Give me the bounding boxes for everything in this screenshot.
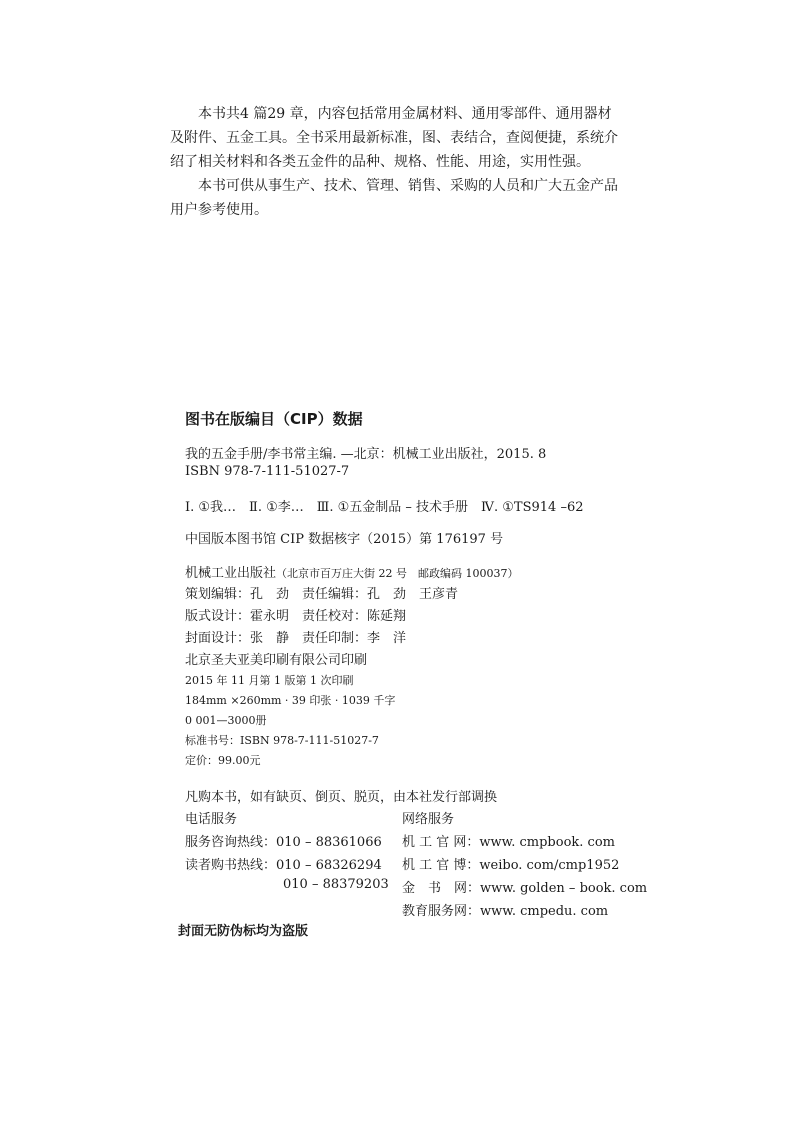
format-line: 184mm ×260mm · 39 印张 · 1039 千字: [185, 694, 396, 707]
website-weibo: 机 工 官 博：weibo. com/cmp1952: [402, 858, 620, 873]
cover-line: 封面设计：张 静 责任印制：李 洋: [185, 631, 407, 646]
print-run-line: 0 001—3000册: [185, 714, 267, 727]
price-line: 定价：99.00元: [185, 754, 261, 767]
publisher-name: 机械工业出版社: [185, 566, 277, 581]
publisher-name-line: [185, 562, 519, 581]
standard-number-line: 标准书号：ISBN 978-7-111-51027-7: [185, 734, 379, 747]
cip-title: 图书在版编目（CIP）数据: [185, 410, 363, 428]
summary-line: 本书可供从事生产、技术、管理、销售、采购的人员和广大五金产品: [198, 178, 618, 194]
phone-service-heading: 电话服务: [185, 812, 238, 827]
website-cmpedu: 教育服务网：www. cmpedu. com: [402, 904, 609, 919]
anti-piracy-notice: 封面无防伪标均为盗版: [178, 924, 309, 939]
summary-line: 及附件、五金工具。全书采用最新标准，图、表结合，查阅便捷，系统介: [170, 130, 618, 146]
layout-line: 版式设计：霍永明 责任校对：陈延翔: [185, 609, 407, 624]
cip-isbn: ISBN 978-7-111-51027-7: [185, 464, 350, 479]
editors-line: 策划编辑：孔 劲 责任编辑：孔 劲 王彦青: [185, 587, 459, 602]
summary-line: 绍了相关材料和各类五金件的品种、规格、性能、用途，实用性强。: [170, 154, 590, 170]
consult-hotline: 服务咨询热线：010 – 88361066: [185, 835, 382, 850]
network-service-heading: 网络服务: [402, 812, 455, 827]
printer-line: 北京圣夫亚美印刷有限公司印刷: [185, 653, 368, 668]
publisher-address: （北京市百万庄大街 22 号 邮政编码 100037）: [276, 567, 519, 580]
cip-record: 我的五金手册/李书常主编. —北京：机械工业出版社，2015. 8: [185, 447, 547, 462]
edition-line: 2015 年 11 月第 1 版第 1 次印刷: [185, 674, 354, 687]
replacement-notice: 凡购本书，如有缺页、倒页、脱页，由本社发行部调换: [185, 790, 498, 805]
cip-core-number: 中国版本图书馆 CIP 数据核字（2015）第 176197 号: [185, 532, 504, 547]
cip-classification: Ⅰ. ①我… Ⅱ. ①李… Ⅲ. ①五金制品 – 技术手册 Ⅳ. ①TS914 –62: [185, 500, 584, 515]
website-cmpbook: 机 工 官 网：www. cmpbook. com: [402, 835, 615, 850]
summary-line: 本书共4 篇29 章，内容包括常用金属材料、通用零部件、通用器材: [198, 106, 612, 122]
extra-hotline: 010 – 88379203: [283, 877, 389, 892]
summary-line: 用户参考使用。: [170, 202, 268, 218]
book-summary: [170, 102, 640, 232]
website-golden-book: 金 书 网：www. golden – book. com: [402, 881, 648, 896]
reader-hotline: 读者购书热线：010 – 68326294: [185, 858, 382, 873]
